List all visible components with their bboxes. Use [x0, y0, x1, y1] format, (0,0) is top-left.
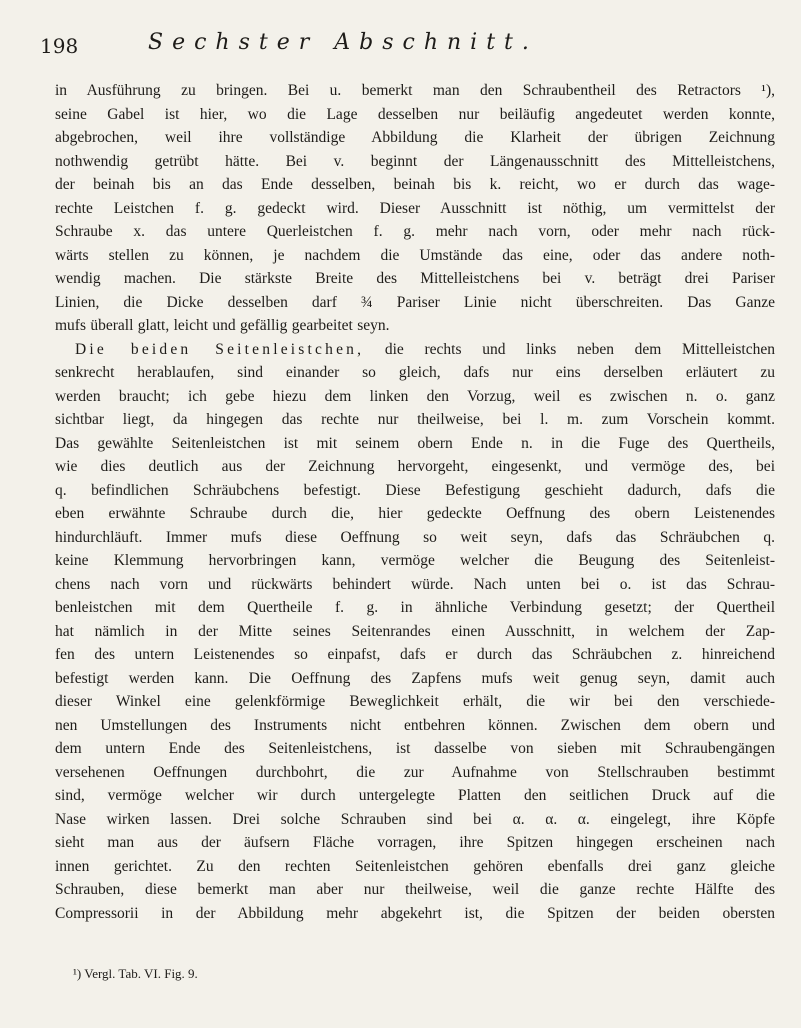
text-line: innen gerichtet. Zu den rechten Seitenleistchen gehören ebenfalls drei ganz gleiche — [55, 857, 775, 875]
text-line: Das gewählte Seitenleistchen ist mit seinem obern Ende n. in die Fuge des Quertheils, — [55, 434, 775, 452]
text-line: Linien, die Dicke desselben darf ¾ Pariser Linie nicht überschreiten. Das Ganze — [55, 293, 775, 311]
text-line: hat nämlich in der Mitte seines Seitenrandes einen Ausschnitt, in welchem der Zap- — [55, 622, 775, 640]
text-line: keine Klemmung hervorbringen kann, vermöge welcher die Beugung des Seitenleist- — [55, 552, 775, 569]
text-line: nothwendig getrübt hätte. Bei v. beginnt der Längenausschnitt des Mittelleistchens, — [55, 152, 775, 170]
text-line: fen des untern Leistenendes so einpafst, dafs er durch das Schräubchen z. hinreichend — [55, 646, 775, 663]
text-line: hindurchläuft. Immer mufs diese Oeffnung so weit seyn, dafs das Schräubchen q. — [55, 528, 775, 546]
text-line-rest: die rechts und links neben dem Mittelleistchen — [364, 340, 776, 358]
text-line: chens nach vorn und rückwärts behindert würde. Nach unten bei o. ist das Schrau- — [55, 575, 775, 593]
text-line: sieht man aus der äufsern Fläche vorragen, ihre Spitzen hingegen erscheinen nach — [55, 834, 775, 851]
text-line: befestigt werden kann. Die Oeffnung des Zapfens mufs weit genug seyn, damit auch — [55, 669, 775, 687]
text-line: wie dies deutlich aus der Zeichnung hervorgeht, eingesenkt, und vermöge des, bei — [55, 458, 775, 475]
footnote: ¹) Vergl. Tab. VI. Fig. 9. — [73, 966, 198, 981]
text-line: senkrecht herablaufen, sind einander so gleich, dafs nur eins derselben erläutert zu — [55, 364, 775, 381]
page-number: 198 — [40, 34, 79, 58]
text-line: Nase wirken lassen. Drei solche Schrauben sind bei α. α. α. eingelegt, ihre Köpfe — [55, 810, 775, 828]
text-line: in Ausführung zu bringen. Bei u. bemerkt man den Schraubentheil des Retractors ¹), — [55, 82, 775, 99]
text-line: dem untern Ende des Seitenleistchens, ist dasselbe von sieben mit Schraubengängen — [55, 740, 775, 757]
text-line: Schrauben, diese bemerkt man aber nur theilweise, weil die ganze rechte Hälfte des — [55, 881, 775, 898]
text-line: versehenen Oeffnungen durchbohrt, die zur Aufnahme von Stellschrauben bestimmt — [55, 763, 775, 781]
text-line: mufs überall glatt, leicht und gefällig gearbeitet seyn. — [55, 317, 390, 334]
text-line: der beinah bis an das Ende desselben, beinah bis k. reicht, wo er durch das wage- — [55, 176, 775, 193]
running-head: Sechster Abschnitt. — [148, 30, 538, 55]
text-line: q. befindlichen Schräubchens befestigt. Diese Befestigung geschieht dadurch, dafs die — [55, 481, 775, 499]
text-line: seine Gabel ist hier, wo die Lage desselben nur beiläufig angedeutet werden konnte, — [55, 105, 775, 123]
text-line: sichtbar liegt, da hingegen das rechte nur theilweise, bei l. m. zum Vorschein kommt. — [55, 411, 775, 428]
text-line: wärts stellen zu können, je nachdem die Umstände das eine, oder das andere noth- — [55, 246, 775, 264]
text-line: werden braucht; ich gebe hiezu dem linken den Vorzug, weil es zwischen n. o. ganz — [55, 387, 775, 405]
text-line: dieser Winkel eine gelenkförmige Beweglichkeit erhält, die wir bei den verschiede- — [55, 693, 775, 710]
text-line: abgebrochen, weil ihre vollständige Abbildung die Klarheit der übrigen Zeichnung — [55, 129, 775, 146]
text-line: nen Umstellungen des Instruments nicht entbehren können. Zwischen dem obern und — [55, 716, 775, 734]
text-line: Compressorii in der Abbildung mehr abgekehrt ist, die Spitzen der beiden obersten — [55, 904, 775, 922]
paragraph-lead-line — [55, 338, 775, 362]
text-line: benleistchen mit dem Quertheile f. g. in ähnliche Verbindung gesetzt; der Quertheil — [55, 599, 775, 616]
text-line: wendig machen. Die stärkste Breite des Mittelleistchens bei v. beträgt drei Pariser — [55, 270, 775, 287]
text-line: Schraube x. das untere Querleistchen f. g. mehr nach vorn, oder mehr nach rück- — [55, 223, 775, 240]
text-line: sind, vermöge welcher wir durch untergelegte Platten den seitlichen Druck auf die — [55, 787, 775, 804]
body-text — [55, 79, 775, 925]
text-line: eben erwähnte Schraube durch die, hier gedeckte Oeffnung des obern Leistenendes — [55, 505, 775, 522]
text-line: rechte Leistchen f. g. gedeckt wird. Dieser Ausschnitt ist nöthig, um vermittelst der — [55, 199, 775, 217]
section-lead-term: Die beiden Seitenleistchen, — [75, 340, 365, 358]
